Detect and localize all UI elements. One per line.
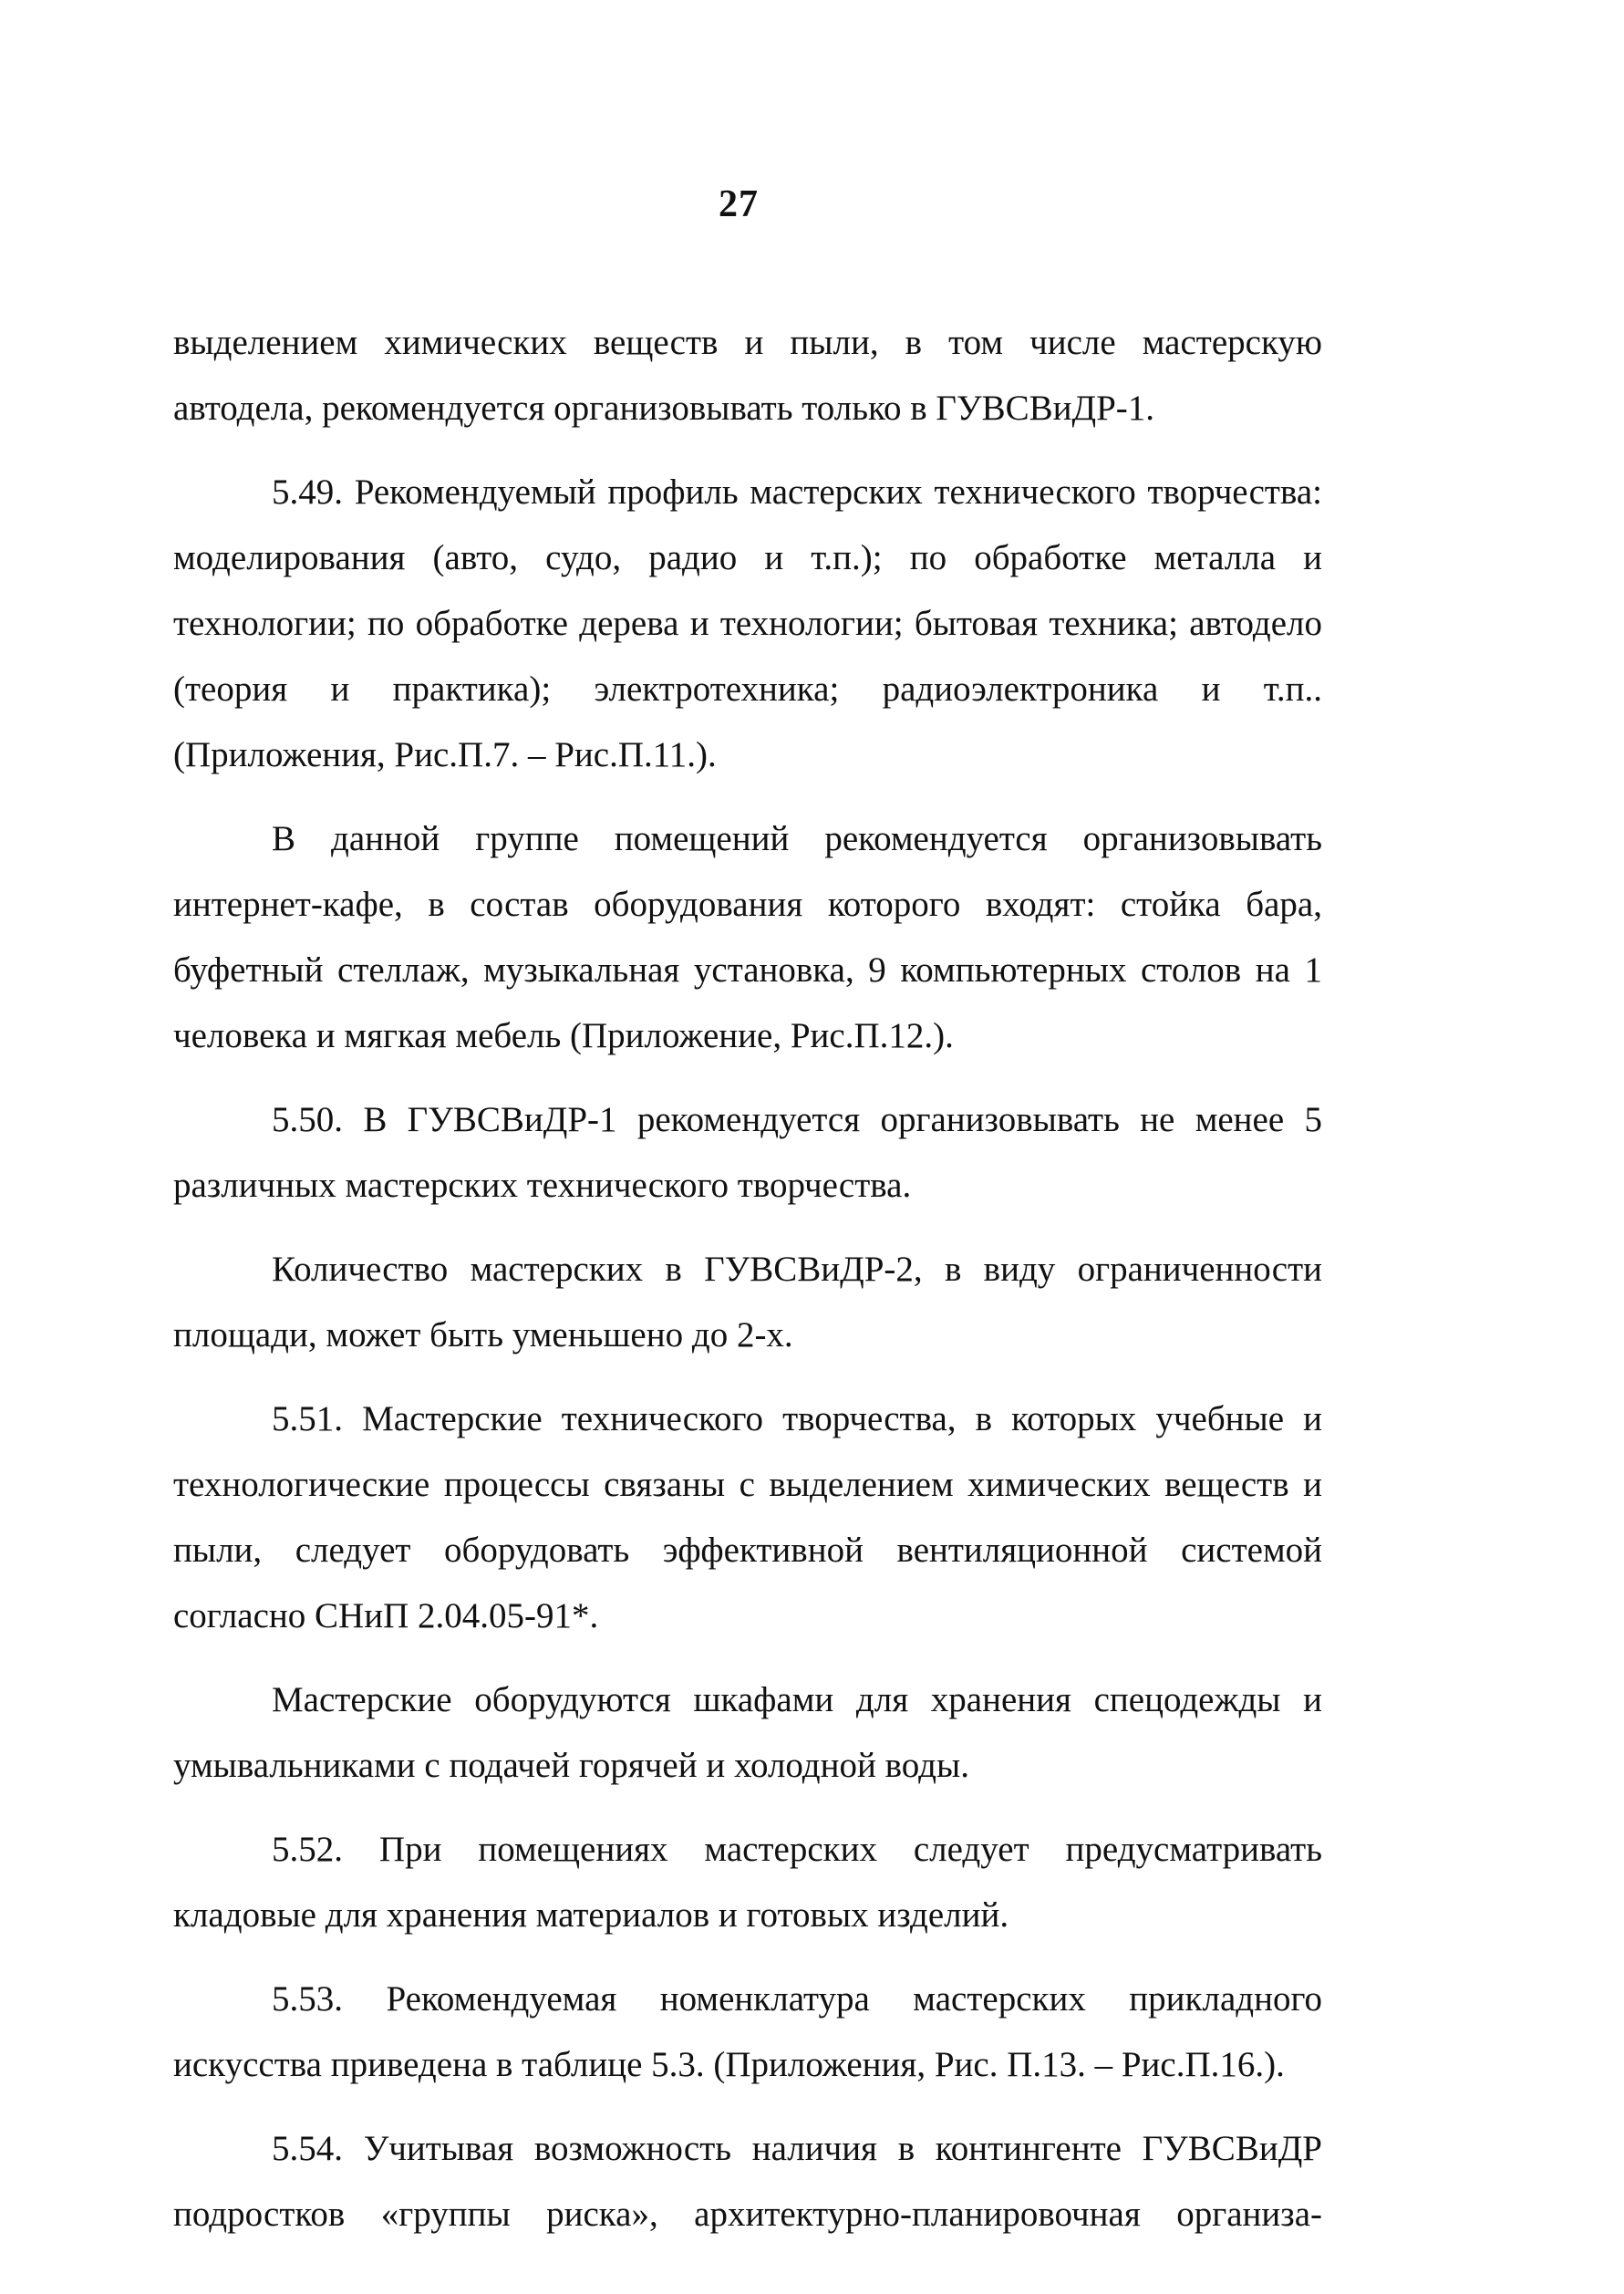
body-text (173, 310, 1322, 2266)
paragraph-5-53: 5.53. Рекомендуемая номенклатура мастерских прикладного искусства приведена в таблице 5.3. (Приложения, Рис. П.13. – Рис.П.16.). (173, 1979, 1322, 2084)
paragraph-workshop-count: Количество мастерских в ГУВСВиДР-2, в виду ограниченности площади, может быть уменьшено до 2-х. (173, 1250, 1322, 1355)
paragraph-5-50: 5.50. В ГУВСВиДР-1 рекомендуется организовывать не менее 5 различных мастерских технического творчества. (173, 1100, 1322, 1205)
page-number: 27 (719, 183, 759, 225)
paragraph-5-54: 5.54. Учитывая возможность наличия в контингенте ГУВСВиДР подростков «группы риска», архитектурно-планировочная организа- (173, 2129, 1322, 2234)
paragraph-internet-cafe: В данной группе помещений рекомендуется организовывать интернет-кафе, в состав оборудования которого входят: стойка бара, буфетный стеллаж, музыкальная установка, 9 компьютерных столов на 1 человека и мягкая мебель (Приложение, Рис.П.12.). (173, 819, 1322, 1055)
paragraph-5-49: 5.49. Рекомендуемый профиль мастерских технического творчества: моделирования (авто, судо, радио и т.п.); по обработке металла и технологии; по обработке дерева и технологии; бытовая техника; автодело (теория и практика); электротехника; радиоэлектроника и т.п..(Приложения, Рис.П.7. – Рис.П.11.). (173, 472, 1322, 774)
paragraph-continuation: выделением химических веществ и пыли, в том числе мастерскую автодела, рекомендуется организовывать только в ГУВСВиДР-1. (173, 323, 1322, 428)
paragraph-5-52: 5.52. При помещениях мастерских следует предусматривать кладовые для хранения материалов и готовых изделий. (173, 1830, 1322, 1935)
paragraph-workshop-equipment: Мастерские оборудуются шкафами для хранения спецодежды и умывальниками с подачей горячей и холодной воды. (173, 1680, 1322, 1785)
paragraph-5-51: 5.51. Мастерские технического творчества, в которых учебные и технологические процессы связаны с выделением химических веществ и пыли, следует оборудовать эффективной вентиляционной системой согласно СНиП 2.04.05-91*. (173, 1399, 1322, 1635)
